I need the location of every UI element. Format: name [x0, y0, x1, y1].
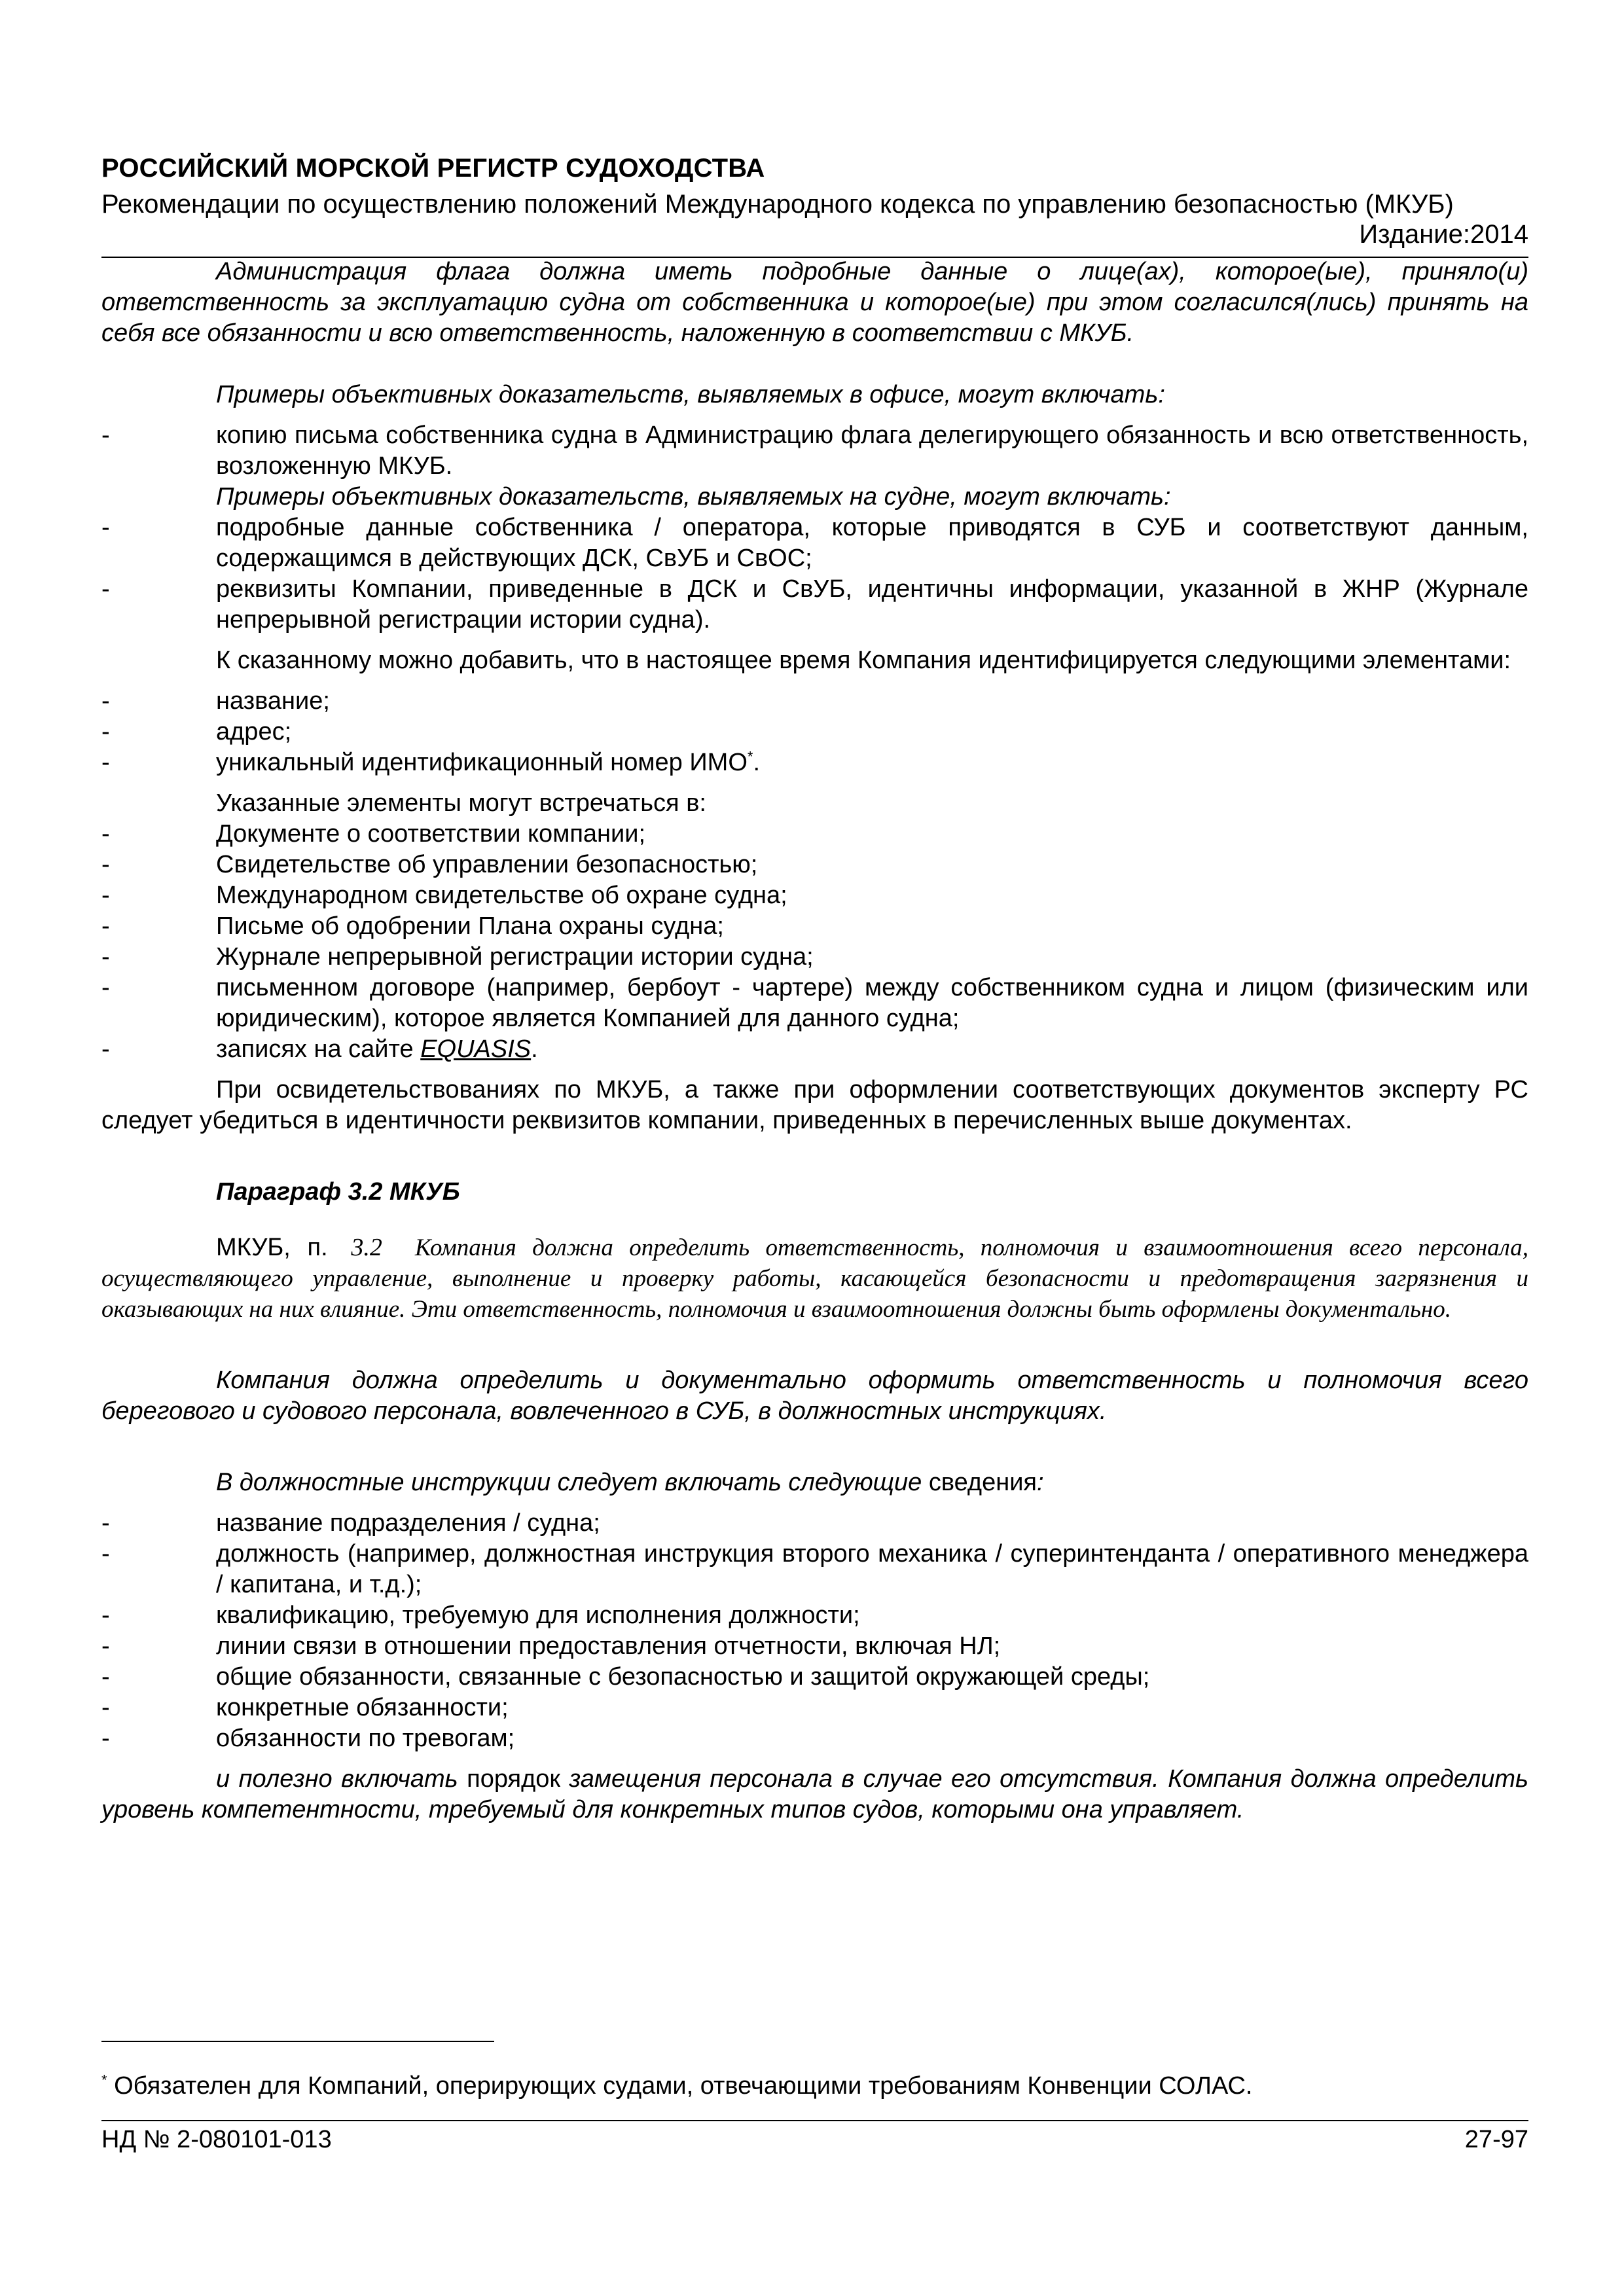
list-item-text: Журнале непрерывной регистрации истории судна; [216, 943, 814, 971]
list-item-text: Свидетельстве об управлении безопасностью; [216, 851, 758, 878]
list-item: - копию письма собственника судна в Администрацию флага делегирующего обязанность и всю ответственность, возложенную МКУБ. [101, 422, 1528, 480]
list-item: - конкретные обязанности; [101, 1694, 509, 1721]
list-item-text: должность (например, должностная инструкция второго механика / суперинтенданта / оперативного менеджера / капитана, и т.д.); [216, 1540, 1528, 1598]
list-item: - уникальный идентификационный номер ИМО*. [101, 748, 761, 776]
list-item-text: общие обязанности, связанные с безопасностью и защитой окружающей среды; [216, 1663, 1150, 1691]
list-item: - реквизиты Компании, приведенные в ДСК и СвУБ, идентичны информации, указанной в ЖНР (Журнале непрерывной регистрации истории судна). [101, 575, 1528, 634]
list-item-text: обязанности по тревогам; [216, 1725, 515, 1752]
list-item-text: уникальный идентификационный номер ИМО [216, 749, 748, 776]
footnote-rule [101, 2041, 494, 2042]
list-item-text: Документе о соответствии компании; [216, 820, 646, 848]
paragraph-company-responsibility: Компания должна определить и документально оформить ответственность и полномочия всего берегового и судового персонала, вовлеченного в СУБ, в должностных инструкциях. [101, 1367, 1528, 1425]
paragraph-elements-found-in: Указанные элементы могут встречаться в: [216, 789, 706, 817]
list-item-text: квалификацию, требуемую для исполнения должности; [216, 1602, 860, 1629]
paragraph-substitution: и полезно включать порядок замещения персонала в случае его отсутствия. Компания должна определить уровень компетентности, требуемый для конкретных типов судов, которыми она управляет. [101, 1765, 1529, 1823]
paragraph-flag-admin: Администрация флага должна иметь подробные данные о лице(ах), которое(ые), приняло(и) ответственность за эксплуатацию судна от собственника и которое(ые) при этом согласился(лись) принять на себя все обязанности и всю ответственность, наложенную в соответствии с МКУБ. [101, 258, 1528, 347]
footer-document-number: НД № 2-080101-013 [101, 2126, 332, 2153]
list-item: - подробные данные собственника / оператора, которые приводятся в СУБ и соответствуют данным, содержащимся в действующих ДСК, СвУБ и СвОС; [101, 514, 1528, 572]
paragraph-survey-note: При освидетельствованиях по МКУБ, а также при оформлении соответствующих документов эксперту РС следует убедиться в идентичности реквизитов компании, приведенных в перечисленных выше документах. [101, 1076, 1528, 1134]
code-clause-number: 3.2 [351, 1234, 382, 1261]
section-heading: Параграф 3.2 МКУБ [216, 1178, 460, 1206]
footer-page-number: 27-97 [1464, 2126, 1528, 2153]
list-item: - должность (например, должностная инструкция второго механика / суперинтенданта / оперативного менеджера / капитана, и т.д.); [101, 1540, 1528, 1598]
list-item: - название; [101, 687, 330, 715]
list-item-text: записях на сайте [216, 1035, 421, 1063]
header-subtitle: Рекомендации по осуществлению положений Международного кодекса по управлению безопасностью (МКУБ) [101, 190, 1454, 219]
list-item-text: название подразделения / судна; [216, 1509, 600, 1537]
document-body [101, 257, 1528, 1825]
list-item: - обязанности по тревогам; [101, 1725, 515, 1752]
list-item: - общие обязанности, связанные с безопасностью и защитой окружающей среды; [101, 1663, 1150, 1691]
code-reference: МКУБ, п. [216, 1234, 328, 1261]
document-page [101, 0, 1528, 2296]
list-item: - название подразделения / судна; [101, 1509, 600, 1537]
list-item: - письменном договоре (например, бербоут - чартере) между собственником судна и лицом (физическим или юридическим), которое является Компанией для данного судна; [101, 974, 1528, 1032]
header-edition: Издание:2014 [1359, 220, 1528, 249]
list-item-text: подробные данные собственника / оператора, которые приводятся в СУБ и соответствуют данным, содержащимся в действующих ДСК, СвУБ и СвОС; [216, 514, 1528, 572]
equasis-link[interactable]: EQUASIS [420, 1035, 532, 1063]
list-item: - Документе о соответствии компании; [101, 820, 646, 848]
paragraph-code-quote [101, 1232, 1528, 1325]
list-item: - квалификацию, требуемую для исполнения должности; [101, 1602, 860, 1629]
paragraph-office-evidence: Примеры объективных доказательств, выявляемых в офисе, могут включать: [216, 381, 1165, 408]
list-item: - Международном свидетельстве об охране судна; [101, 882, 787, 909]
list-item-text: название; [216, 687, 330, 715]
footer-rule [101, 2120, 1528, 2121]
paragraph-company-identification: К сказанному можно добавить, что в настоящее время Компания идентифицируется следующими элементами: [216, 647, 1511, 674]
list-item: - адрес; [101, 718, 292, 745]
footnote-ref: * [747, 748, 753, 765]
list-item-text: Письме об одобрении Плана охраны судна; [216, 912, 724, 940]
list-item: - линии связи в отношении предоставления отчетности, включая НЛ; [101, 1632, 1001, 1660]
list-item: - записях на сайте EQUASIS. [101, 1035, 538, 1063]
list-item-text: адрес; [216, 718, 292, 745]
list-item-text: линии связи в отношении предоставления отчетности, включая НЛ; [216, 1632, 1001, 1660]
footnote-text: Обязателен для Компаний, оперирующих судами, отвечающими требованиям Конвенции СОЛАС. [107, 2072, 1253, 2100]
footnote-mark: * [101, 2072, 107, 2089]
code-clause-text: Компания должна определить ответственность, полномочия и взаимоотношения всего персонала, осуществляющего управление, выполнение и проверку работы, касающейся безопасности и предотвращения загрязнения и оказывающих на них влияние. Эти ответственность, полномочия и взаимоотношения должны быть оформлены документально. [101, 1234, 1529, 1323]
header-title: РОССИЙСКИЙ МОРСКОЙ РЕГИСТР СУДОХОДСТВА [101, 154, 765, 183]
list-item-text: письменном договоре (например, бербоут - чартере) между собственником судна и лицом (физическим или юридическим), которое является Компанией для данного судна; [216, 974, 1528, 1032]
paragraph-ship-evidence: Примеры объективных доказательств, выявляемых на судне, могут включать: [216, 483, 1171, 511]
paragraph-job-descriptions: В должностные инструкции следует включать следующие сведения: [216, 1469, 1044, 1496]
list-item-text: копию письма собственника судна в Администрацию флага делегирующего обязанность и всю ответственность, возложенную МКУБ. [216, 422, 1528, 480]
footnote [101, 2072, 1253, 2100]
list-item-text: реквизиты Компании, приведенные в ДСК и СвУБ, идентичны информации, указанной в ЖНР (Журнале непрерывной регистрации истории судна). [216, 575, 1528, 634]
list-item: - Журнале непрерывной регистрации истории судна; [101, 943, 814, 971]
list-item: - Письме об одобрении Плана охраны судна; [101, 912, 724, 940]
list-item-text: Международном свидетельстве об охране судна; [216, 882, 787, 909]
list-item-text: конкретные обязанности; [216, 1694, 509, 1721]
list-item: - Свидетельстве об управлении безопасностью; [101, 851, 758, 878]
